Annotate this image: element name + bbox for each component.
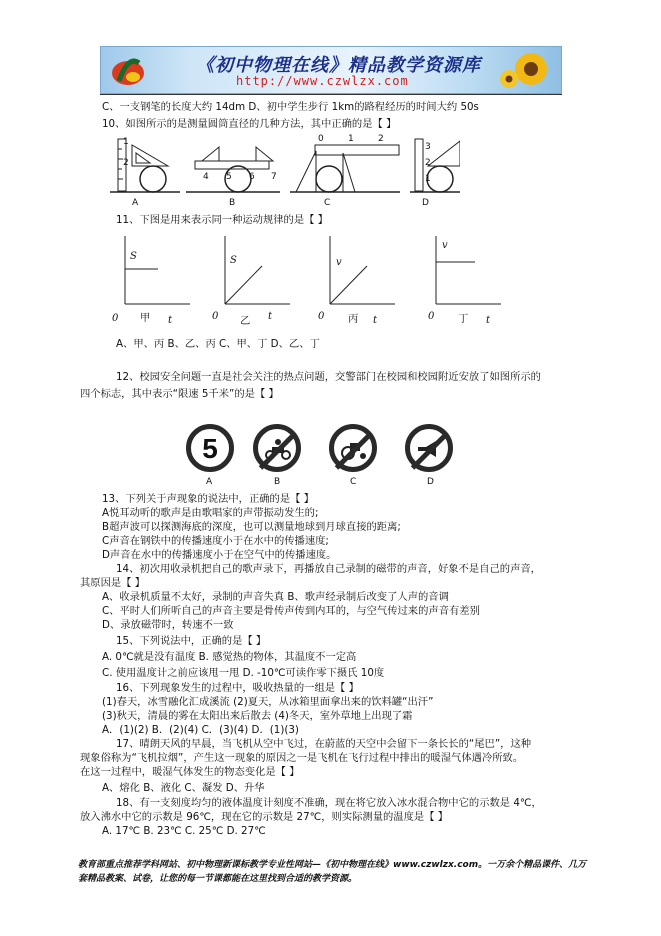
q15-text: 15、下列说法中，正确的是【 】: [116, 635, 267, 647]
q10-text: 10、如图所示的是测量圆筒直径的几种方法，其中正确的是【 】: [102, 118, 397, 130]
q18-options: A. 17℃ B. 23℃ C. 25℃ D. 27℃: [102, 825, 266, 837]
graph-jia: [125, 236, 190, 304]
q10-c-tick-2: 2: [378, 134, 384, 144]
q16-options: A．(1)(2) B．(2)(4) C．(3)(4) D．(1)(3): [102, 724, 299, 736]
q17-text-1: 17、晴朗天风的早晨，当飞机从空中飞过，在蔚蓝的天空中会留下一条长长的“尾巴”，这种: [116, 738, 532, 750]
graph-bing: [330, 236, 395, 304]
option-b-diagram: [186, 147, 280, 192]
q11-bing-name: 丙: [348, 313, 359, 325]
q17-text-3: 在这一过程中，暖湿气体发生的物态变化是【 】: [80, 766, 300, 778]
q12-label-c: C: [350, 477, 357, 487]
q12-label-b: B: [274, 477, 281, 487]
q15-options-ab: A. 0℃就是没有温度 B. 感觉热的物体，其温度不一定高: [102, 651, 357, 663]
q17-options: A、熔化 B、液化 C、凝发 D、升华: [102, 782, 265, 794]
q12-text-2: 四个标志，其中表示“限速 5千米”的是【 】: [80, 388, 279, 400]
q14-option-c: C、平时人们所听自己的声音主要是骨传声传到内耳的，与空气传过来的声音有差别: [102, 605, 480, 617]
sign-a-speed-limit: [186, 424, 234, 472]
speed-limit-number: 5: [202, 433, 218, 464]
q16-item-3-4: (3)秋天，清晨的雾在太阳出来后散去 (4)冬天，室外草地上出现了霜: [102, 710, 413, 722]
q10-b-tick-7: 7: [271, 172, 277, 182]
q11-ding-name: 丁: [458, 313, 469, 325]
q15-options-cd: C. 使用温度计之前应该甩一甩 D. -10℃可读作零下摄氏 10度: [102, 667, 385, 679]
header-rule: [100, 94, 562, 95]
q10-c-tick-1: 1: [348, 134, 354, 144]
q16-text: 16、下列现象发生的过程中，吸收热量的一组是【 】: [116, 682, 359, 694]
q10-c-tick-0: 0: [318, 134, 324, 144]
q12-label-d: D: [427, 477, 434, 487]
q11-ding-ylabel: v: [442, 240, 448, 251]
q12-label-a: A: [206, 477, 213, 487]
q13-text: 13、下列关于声现象的说法中，正确的是【 】: [102, 493, 315, 505]
footer-note: 教育部重点推荐学科网站、初中物理新课标教学专业性网站—《初中物理在线》www.czwlzx.com。一万余个精品课件、几万套精品教案、试卷，让您的每一节课都能在这里找到合适的教学资源。: [78, 860, 587, 884]
banner-title: 《初中物理在线》精品教学资源库: [196, 55, 481, 76]
q11-figure: [110, 236, 510, 316]
q11-yi-ylabel: S: [230, 255, 237, 266]
q10-d-tick-2: 2: [425, 158, 431, 168]
q13-option-a: A悦耳动听的歌声是由歌唱家的声带振动发生的;: [102, 507, 319, 519]
q14-option-d: D、录放磁带时，转速不一致: [102, 619, 234, 631]
q10-b-tick-5: 5: [226, 172, 232, 182]
q13-option-c: C声音在钢铁中的传播速度小于在水中的传播速度;: [102, 535, 329, 547]
q11-bing-xlabel: t: [373, 315, 378, 326]
q10-b-tick-4: 4: [203, 172, 209, 182]
q10-a-tick-1: 1: [123, 137, 129, 147]
q11-options: A、甲、丙 B、乙、丙 C、甲、丁 D、乙、丁: [116, 338, 320, 350]
q14-text-2: 其原因是【 】: [80, 577, 146, 589]
q11-yi-xlabel: t: [268, 311, 273, 322]
q18-text-2: 放入沸水中它的示数是 96℃，现在它的示数是 27℃，则实际测量的温度是【 】: [80, 811, 449, 823]
q11-jia-name: 甲: [140, 312, 151, 324]
q13-option-b: B超声波可以探测海底的深度，也可以测量地球到月球直接的距离;: [102, 521, 401, 533]
logo-icon: [109, 51, 147, 89]
q10-label-b: B: [229, 198, 236, 208]
q10-a-tick-2: 2: [123, 158, 129, 168]
q11-jia-xlabel: t: [168, 315, 173, 326]
q12-text-1: 12、校园安全问题一直是社会关注的热点问题，交警部门在校园和校园附近安放了如图所示的: [116, 371, 541, 383]
q10-label-c: C: [324, 198, 331, 208]
graph-yi: [225, 236, 290, 304]
sign-d-no-horn-icon: [405, 424, 453, 472]
sign-b-no-motorcycle-icon: [253, 424, 301, 472]
q11-yi-name: 乙: [240, 315, 251, 327]
q14-options-ab: A、收录机质量不太好，录制的声音失真 B、歌声经录制后改变了人声的音调: [102, 591, 449, 603]
sign-c-no-tractor-icon: [329, 424, 377, 472]
q10-label-d: D: [422, 198, 429, 208]
q14-text-1: 14、初次用收录机把自己的歌声录下，再播放自己录制的磁带的声音，好象不是自己的声音，: [116, 563, 541, 575]
q17-text-2: 现象俗称为“飞机拉烟”，产生这一现象的原因之一是飞机在飞行过程中排出的暖湿气体遇冷所致。: [80, 752, 524, 764]
q9-option-cd: C、一支钢笔的长度大约 14dm D、初中学生步行 1km的路程经历的时间大约 50s: [102, 101, 479, 113]
q11-yi-origin: 0: [212, 311, 219, 322]
option-d-diagram: [410, 139, 460, 192]
option-a-diagram: [110, 139, 180, 192]
q11-ding-xlabel: t: [486, 315, 491, 326]
q11-bing-origin: 0: [318, 311, 325, 322]
option-c-diagram: [290, 145, 400, 192]
q13-option-d: D声音在水中的传播速度小于在空气中的传播速度。: [102, 549, 337, 561]
q10-d-tick-1: 1: [425, 174, 431, 184]
q11-jia-ylabel: S: [130, 251, 137, 262]
sunflower-icon: [499, 49, 559, 91]
q16-item-1-2: (1)春天，冰雪融化汇成溪流 (2)夏天，从冰箱里面拿出来的饮料罐“出汗”: [102, 696, 434, 708]
q10-figure: [110, 133, 460, 211]
q11-text: 11、下图是用来表示同一种运动规律的是【 】: [116, 214, 329, 226]
q18-text-1: 18、有一支刻度均匀的液体温度计刻度不准确，现在将它放入冰水混合物中它的示数是 4℃，: [116, 797, 542, 809]
banner-url[interactable]: http://www.czwlzx.com: [236, 74, 409, 88]
q11-ding-origin: 0: [428, 311, 435, 322]
header-banner: [100, 46, 562, 94]
q11-jia-origin: 0: [112, 313, 119, 324]
q11-bing-ylabel: v: [336, 257, 342, 268]
q10-b-tick-6: 6: [249, 172, 255, 182]
q10-label-a: A: [132, 198, 139, 208]
q10-d-tick-3: 3: [425, 142, 431, 152]
